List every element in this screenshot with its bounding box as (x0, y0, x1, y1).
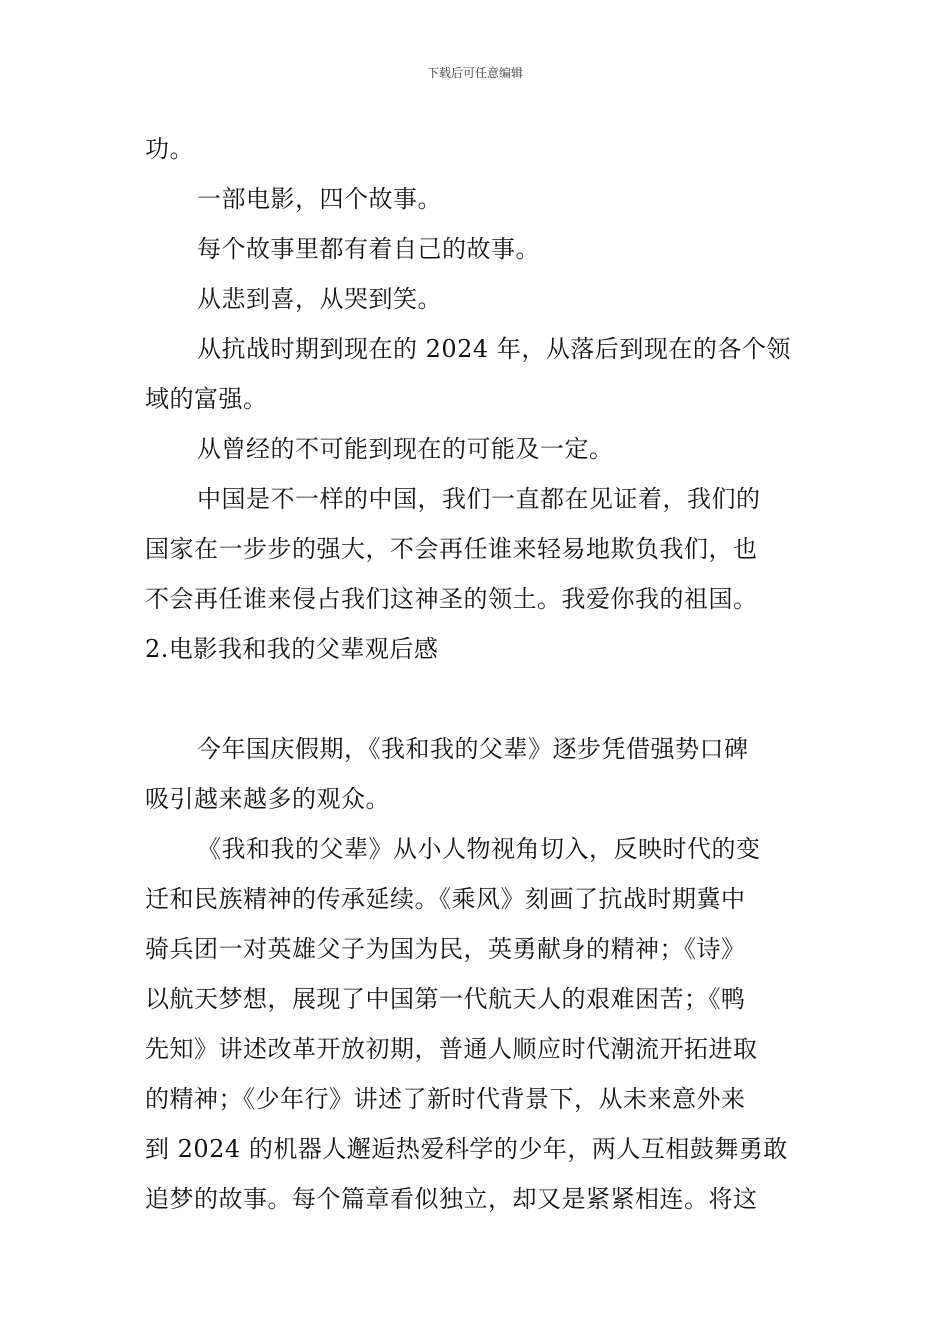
text-line: 吸引越来越多的观众。 (145, 785, 390, 813)
text-line: 迁和民族精神的传承延续。《乘风》刻画了抗战时期冀中 (145, 885, 746, 913)
text-line: 中国是不一样的中国，我们一直都在见证着，我们的 (197, 485, 761, 513)
document-body (145, 124, 809, 1224)
text-line: 每个故事里都有着自己的故事。 (197, 235, 540, 263)
text-line: 先知》讲述改革开放初期，普通人顺应时代潮流开拓进取 (145, 1035, 758, 1063)
text-line: 一部电影，四个故事。 (197, 185, 442, 213)
text-line: 从抗战时期到现在的 2024 年，从落后到现在的各个领 (197, 335, 791, 363)
text-line: 功。 (145, 135, 194, 163)
text-line: 到 2024 的机器人邂逅热爱科学的少年，两人互相鼓舞勇敢 (145, 1135, 788, 1163)
text-line: 骑兵团一对英雄父子为国为民，英勇献身的精神；《诗》 (145, 935, 746, 963)
text-line: 域的富强。 (145, 385, 268, 413)
text-line: 《我和我的父辈》从小人物视角切入，反映时代的变 (197, 835, 761, 863)
section-heading: 2.电影我和我的父辈观后感 (145, 635, 439, 663)
text-line: 追梦的故事。每个篇章看似独立，却又是紧紧相连。将这 (145, 1185, 758, 1213)
text-line: 以航天梦想，展现了中国第一代航天人的艰难困苦；《鸭 (145, 985, 746, 1013)
text-line: 的精神；《少年行》讲述了新时代背景下，从未来意外来 (145, 1085, 746, 1113)
page-header: 下载后可任意编辑 (426, 66, 523, 80)
text-line: 从悲到喜，从哭到笑。 (197, 285, 442, 313)
text-line: 今年国庆假期，《我和我的父辈》逐步凭借强势口碑 (197, 735, 749, 763)
text-line: 不会再任谁来侵占我们这神圣的领土。我爱你我的祖国。 (145, 585, 758, 613)
text-line: 国家在一步步的强大，不会再任谁来轻易地欺负我们，也 (145, 535, 758, 563)
text-line: 从曾经的不可能到现在的可能及一定。 (197, 435, 614, 463)
blank-gap (145, 674, 809, 724)
